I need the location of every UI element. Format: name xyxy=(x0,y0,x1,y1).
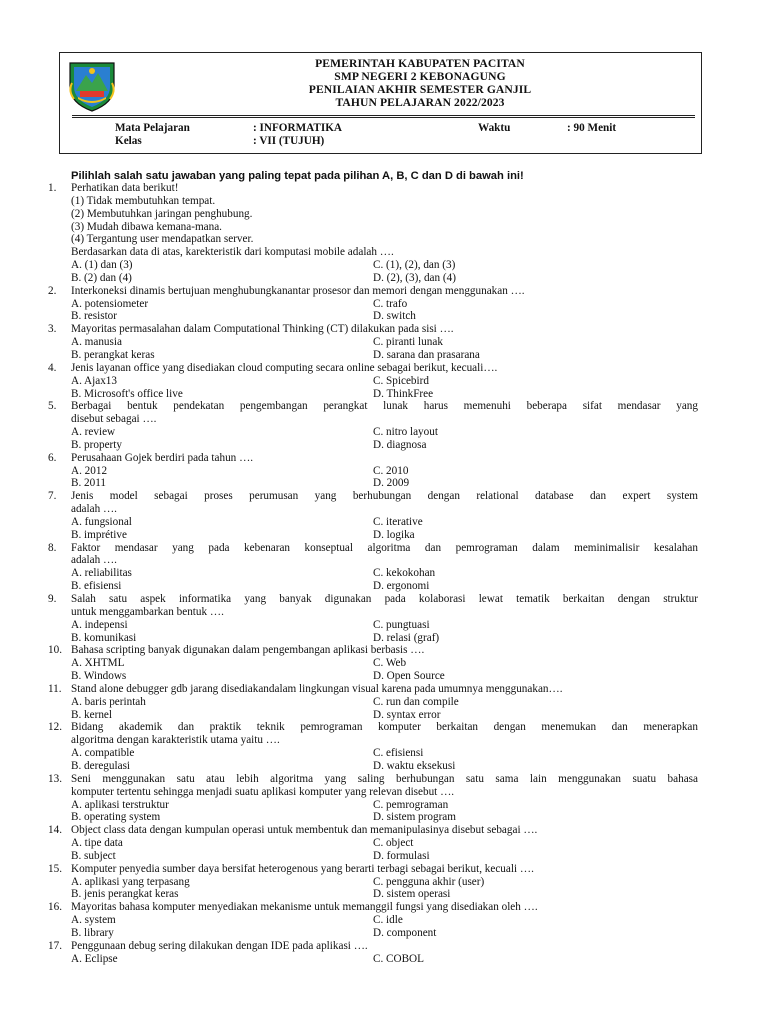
options-row xyxy=(0,439,768,452)
answer-option[interactable]: B. Windows xyxy=(71,670,127,683)
options-row xyxy=(0,914,768,927)
question-item xyxy=(0,901,768,940)
question-number: 15. xyxy=(48,862,62,875)
question-row xyxy=(0,503,768,516)
question-text: adalah …. xyxy=(71,503,117,516)
answer-option[interactable]: C. trafo xyxy=(373,297,408,310)
question-row xyxy=(0,940,768,953)
answer-option[interactable]: C. idle xyxy=(373,914,403,927)
answer-option[interactable]: B. jenis perangkat keras xyxy=(71,888,179,901)
answer-option[interactable]: D. switch xyxy=(373,310,416,323)
answer-option[interactable]: A. potensiometer xyxy=(71,297,149,310)
question-row xyxy=(0,221,768,234)
answer-option[interactable]: C. pengguna akhir (user) xyxy=(373,875,485,888)
question-row xyxy=(0,195,768,208)
question-text: Perhatikan data berikut! xyxy=(71,182,179,194)
question-list xyxy=(0,182,768,965)
options-row xyxy=(0,927,768,940)
options-row xyxy=(0,310,768,323)
question-row xyxy=(0,362,768,375)
question-item xyxy=(0,593,768,644)
answer-option[interactable]: A. Ajax13 xyxy=(71,374,117,387)
question-row xyxy=(0,542,768,555)
answer-option[interactable]: A. tipe data xyxy=(71,837,123,850)
subject-label: Mata Pelajaran xyxy=(115,122,190,134)
answer-option[interactable]: C. 2010 xyxy=(373,464,409,477)
answer-option[interactable]: A. fungsional xyxy=(71,515,132,528)
answer-option[interactable]: D. syntax error xyxy=(373,708,441,721)
answer-option[interactable]: D. sistem program xyxy=(373,811,456,824)
question-number: 8. xyxy=(48,541,57,554)
question-row xyxy=(0,593,768,606)
subject-value: : INFORMATIKA xyxy=(253,122,342,134)
question-text: (3) Mudah dibawa kemana-mana. xyxy=(71,220,222,233)
answer-option[interactable]: D. ergonomi xyxy=(373,580,430,593)
answer-option[interactable]: C. efisiensi xyxy=(373,747,424,760)
question-number: 10. xyxy=(48,644,62,657)
question-row xyxy=(0,490,768,503)
answer-option[interactable]: B. 2011 xyxy=(71,477,107,490)
class-label: Kelas xyxy=(115,135,142,147)
answer-option[interactable]: A. system xyxy=(71,914,116,927)
options-row xyxy=(0,657,768,670)
options-row xyxy=(0,388,768,401)
answer-option[interactable]: C. iterative xyxy=(373,515,423,528)
answer-option[interactable]: B. property xyxy=(71,438,122,451)
time-label: Waktu xyxy=(478,122,511,134)
question-number: 14. xyxy=(48,824,62,837)
question-row xyxy=(0,786,768,799)
question-item xyxy=(0,323,768,362)
answer-option[interactable]: A. baris perintah xyxy=(71,695,146,708)
question-number: 5. xyxy=(48,400,57,413)
answer-option[interactable]: D. diagnosa xyxy=(373,438,427,451)
class-value: : VII (TUJUH) xyxy=(253,135,325,147)
question-item xyxy=(0,773,768,824)
question-text: Bidang akademik dan praktik teknik pemrograman komputer berkaitan dengan menemukan dan menerapkan xyxy=(71,721,698,734)
header-line-1: PEMERINTAH KABUPATEN PACITAN xyxy=(315,57,525,70)
answer-option[interactable]: C. (1), (2), dan (3) xyxy=(373,259,456,272)
answer-option[interactable]: A. manusia xyxy=(71,336,122,349)
question-item xyxy=(0,683,768,722)
answer-option[interactable]: C. pemrograman xyxy=(373,798,449,811)
options-row xyxy=(0,876,768,889)
question-number: 1. xyxy=(48,182,57,194)
question-item xyxy=(0,490,768,541)
answer-option[interactable]: A. compatible xyxy=(71,747,135,760)
question-number: 7. xyxy=(48,490,57,503)
question-text: Interkoneksi dinamis bertujuan menghubungkanantar prosesor dan memori dengan menggunakan …. xyxy=(71,284,525,297)
options-row xyxy=(0,619,768,632)
question-number: 3. xyxy=(48,323,57,336)
instruction: Pilihlah salah satu jawaban yang paling tepat pada pilihan A, B, C dan D di bawah ini! xyxy=(71,170,524,182)
answer-option[interactable]: D. (2), (3), dan (4) xyxy=(373,271,456,284)
question-text: untuk menggambarkan bentuk …. xyxy=(71,605,224,618)
answer-option[interactable]: B. (2) dan (4) xyxy=(71,271,132,284)
question-row xyxy=(0,182,768,195)
question-row xyxy=(0,233,768,246)
answer-option[interactable]: C. COBOL xyxy=(373,952,424,965)
options-row xyxy=(0,375,768,388)
answer-option[interactable]: A. indepensi xyxy=(71,618,128,631)
question-text: Berdasarkan data di atas, karekteristik dari komputasi mobile adalah …. xyxy=(71,246,394,259)
answer-option[interactable]: A. 2012 xyxy=(71,464,108,477)
question-item xyxy=(0,824,768,863)
answer-option[interactable]: B. komunikasi xyxy=(71,631,137,644)
answer-option[interactable]: D. component xyxy=(373,926,437,939)
options-row xyxy=(0,760,768,773)
question-row xyxy=(0,721,768,734)
question-row xyxy=(0,773,768,786)
question-text: Bahasa scripting banyak digunakan dalam pengembangan aplikasi berbasis …. xyxy=(71,644,425,657)
answer-option[interactable]: B. operating system xyxy=(71,811,161,824)
question-row xyxy=(0,734,768,747)
question-text: Komputer penyedia sumber daya bersifat heterogenous yang berarti terbagi sebagai berikut, kecuali …. xyxy=(71,862,534,875)
question-item xyxy=(0,362,768,401)
question-row xyxy=(0,554,768,567)
question-number: 12. xyxy=(48,721,62,734)
options-row xyxy=(0,336,768,349)
question-text: Stand alone debugger gdb jarang disediakandalam lingkungan visual karena pada umumnya menggunakan…. xyxy=(71,682,563,695)
question-text: algoritma dengan karakteristik utama yaitu …. xyxy=(71,734,280,747)
question-row xyxy=(0,683,768,696)
options-row xyxy=(0,811,768,824)
answer-option[interactable]: C. object xyxy=(373,837,414,850)
answer-option[interactable]: C. piranti lunak xyxy=(373,336,443,349)
question-text: (2) Membutuhkan jaringan penghubung. xyxy=(71,207,253,220)
answer-option[interactable]: C. Spicebird xyxy=(373,374,429,387)
question-item xyxy=(0,863,768,902)
question-number: 2. xyxy=(48,284,57,297)
answer-option[interactable]: D. Open Source xyxy=(373,670,445,683)
options-row xyxy=(0,850,768,863)
options-row xyxy=(0,888,768,901)
question-text: Salah satu aspek informatika yang banyak digunakan pada kolaborasi lewat tematik berkaitan dengan struktur xyxy=(71,593,698,605)
question-text: Perusahaan Gojek berdiri pada tahun …. xyxy=(71,451,254,464)
answer-option[interactable]: C. kekokohan xyxy=(373,567,436,580)
question-text: (4) Tergantung user mendapatkan server. xyxy=(71,233,254,246)
answer-option[interactable]: B. efisiensi xyxy=(71,580,122,593)
options-row xyxy=(0,632,768,645)
options-row xyxy=(0,259,768,272)
options-row xyxy=(0,953,768,966)
question-row xyxy=(0,452,768,465)
question-number: 9. xyxy=(48,593,57,605)
answer-option[interactable]: C. Web xyxy=(373,657,407,670)
options-row xyxy=(0,696,768,709)
question-text: (1) Tidak membutuhkan tempat. xyxy=(71,194,216,207)
question-text: Faktor mendasar yang pada kebenaran konseptual algoritma dan pemrograman dalam meminimalisir kesalahan xyxy=(71,541,698,554)
answer-option[interactable]: D. sistem operasi xyxy=(373,888,451,901)
answer-option[interactable]: B. subject xyxy=(71,849,116,862)
question-row xyxy=(0,824,768,837)
question-row xyxy=(0,863,768,876)
answer-option[interactable]: D. waktu eksekusi xyxy=(373,759,456,772)
answer-option[interactable]: A. aplikasi yang terpasang xyxy=(71,875,190,888)
question-text: Object class data dengan kumpulan operasi untuk membentuk dan memanipulasinya disebut sebagai …. xyxy=(71,824,538,837)
question-item xyxy=(0,721,768,772)
answer-option[interactable]: D. sarana dan prasarana xyxy=(373,348,480,361)
question-text: komputer tertentu sehingga menjadi suatu aplikasi komputer yang relevan disebut …. xyxy=(71,785,455,798)
options-row xyxy=(0,670,768,683)
answer-option[interactable]: C. pungtuasi xyxy=(373,618,430,631)
pacitan-coat-of-arms-icon xyxy=(64,57,120,113)
options-row xyxy=(0,516,768,529)
answer-option[interactable]: D. 2009 xyxy=(373,477,410,490)
answer-option[interactable]: B. deregulasi xyxy=(71,759,131,772)
options-row xyxy=(0,529,768,542)
answer-option[interactable]: B. imprétive xyxy=(71,528,127,541)
answer-option[interactable]: A. review xyxy=(71,426,116,439)
question-item xyxy=(0,644,768,683)
options-row xyxy=(0,298,768,311)
question-text: Jenis model sebagai proses perumusan yang berhubungan dengan relational database dan expert system xyxy=(71,490,698,503)
question-row xyxy=(0,413,768,426)
question-text: Seni menggunakan satu atau lebih algoritma yang saling berhubungan satu sama lain menggunakan suatu bahasa xyxy=(71,772,698,785)
question-number: 13. xyxy=(48,772,62,785)
answer-option[interactable]: C. run dan compile xyxy=(373,695,459,708)
question-row xyxy=(0,901,768,914)
answer-option[interactable]: A. XHTML xyxy=(71,657,125,670)
options-row xyxy=(0,465,768,478)
header-line-2: SMP NEGERI 2 KEBONAGUNG xyxy=(334,70,506,83)
options-row xyxy=(0,567,768,580)
options-row xyxy=(0,426,768,439)
question-number: 6. xyxy=(48,451,57,464)
question-item xyxy=(0,542,768,593)
options-row xyxy=(0,477,768,490)
options-row xyxy=(0,272,768,285)
options-row xyxy=(0,580,768,593)
question-text: Penggunaan debug sering dilakukan dengan IDE pada aplikasi …. xyxy=(71,939,368,952)
answer-option[interactable]: B. Microsoft's office live xyxy=(71,387,183,400)
question-text: Mayoritas permasalahan dalam Computational Thinking (CT) dilakukan pada sisi …. xyxy=(71,323,454,336)
options-row xyxy=(0,747,768,760)
question-item xyxy=(0,940,768,966)
question-row xyxy=(0,285,768,298)
answer-option[interactable]: D. ThinkFree xyxy=(373,387,434,400)
question-row xyxy=(0,644,768,657)
question-row xyxy=(0,323,768,336)
question-number: 11. xyxy=(48,682,62,695)
question-text: disebut sebagai …. xyxy=(71,413,157,426)
header-divider xyxy=(72,115,695,118)
answer-option[interactable]: D. formulasi xyxy=(373,849,430,862)
answer-option[interactable]: B. resistor xyxy=(71,310,117,323)
answer-option[interactable]: B. library xyxy=(71,926,114,939)
header-line-4: TAHUN PELAJARAN 2022/2023 xyxy=(335,96,505,109)
options-row xyxy=(0,799,768,812)
question-item xyxy=(0,452,768,491)
question-item xyxy=(0,285,768,324)
answer-option[interactable]: B. perangkat keras xyxy=(71,348,155,361)
question-number: 17. xyxy=(48,939,62,952)
answer-option[interactable]: C. nitro layout xyxy=(373,426,438,439)
question-row xyxy=(0,606,768,619)
question-text: adalah …. xyxy=(71,554,117,567)
answer-option[interactable]: A. (1) dan (3) xyxy=(71,259,133,272)
question-item xyxy=(0,182,768,285)
options-row xyxy=(0,837,768,850)
question-row xyxy=(0,400,768,413)
question-text: Mayoritas bahasa komputer menyediakan mekanisme untuk memanggil fungsi yang disediakan oleh …. xyxy=(71,901,538,914)
question-number: 16. xyxy=(48,901,62,914)
question-number: 4. xyxy=(48,361,57,374)
options-row xyxy=(0,709,768,722)
answer-option[interactable]: B. kernel xyxy=(71,708,113,721)
options-row xyxy=(0,349,768,362)
question-row xyxy=(0,208,768,221)
answer-option[interactable]: A. Eclipse xyxy=(71,952,118,965)
header-line-3: PENILAIAN AKHIR SEMESTER GANJIL xyxy=(308,83,532,96)
answer-option[interactable]: D. logika xyxy=(373,528,415,541)
time-value: : 90 Menit xyxy=(567,122,617,134)
question-item xyxy=(0,400,768,451)
question-row xyxy=(0,246,768,259)
answer-option[interactable]: A. reliabilitas xyxy=(71,567,132,580)
answer-option[interactable]: D. relasi (graf) xyxy=(373,631,440,644)
answer-option[interactable]: A. aplikasi terstruktur xyxy=(71,798,169,811)
question-text: Berbagai bentuk pendekatan pengembangan perangkat lunak harus memenuhi beberapa sifat mendasar yang xyxy=(71,400,698,413)
question-text: Jenis layanan office yang disediakan cloud computing secara online sebagai berikut, kecuali…. xyxy=(71,361,498,374)
